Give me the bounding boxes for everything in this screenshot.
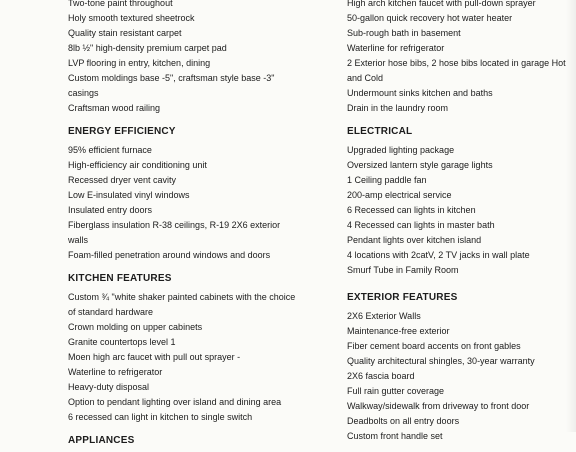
plumbing-section	[347, 0, 576, 116]
list-item: 2X6 fascia board	[347, 371, 415, 381]
left-column	[68, 0, 300, 452]
list-item: Insulated entry doors	[68, 205, 153, 215]
section-heading: KITCHEN FEATURES	[68, 273, 172, 284]
list-item: High-efficiency air conditioning unit	[68, 160, 207, 170]
list-item: Moen high arc faucet with pull out sprayer -	[68, 352, 241, 362]
list-item: Holy smooth textured sheetrock	[68, 13, 195, 23]
energy-efficiency-list	[68, 143, 300, 263]
list-item: 8lb ½" high-density premium carpet pad	[68, 43, 227, 53]
list-item: LVP flooring in entry, kitchen, dining	[68, 58, 211, 68]
interior-finishes-section	[68, 0, 300, 116]
list-item: 2 Exterior hose bibs, 2 hose bibs located in garage Hot and Cold	[347, 58, 566, 83]
appliances-section	[68, 435, 300, 447]
list-item: Quality architectural shingles, 30-year warranty	[347, 356, 535, 366]
list-item: Craftsman wood railing	[68, 103, 161, 113]
spacer	[68, 263, 300, 273]
list-item: Undermount sinks kitchen and baths	[347, 88, 493, 98]
exterior-features-section	[347, 292, 576, 444]
list-item: Custom front handle set	[347, 431, 443, 441]
spacer	[68, 425, 300, 435]
list-item: Custom moldings base -5", craftsman style base -3" casings	[68, 73, 275, 98]
list-item: Heavy-duty disposal	[68, 382, 150, 392]
list-item: Sub-rough bath in basement	[347, 28, 461, 38]
list-item: Upgraded lighting package	[347, 145, 455, 155]
electrical-section	[347, 126, 576, 278]
list-item: Drain in the laundry room	[347, 103, 449, 113]
list-item: Deadbolts on all entry doors	[347, 416, 460, 426]
list-item: Foam-filled penetration around windows and doors	[68, 250, 271, 260]
kitchen-features-section	[68, 273, 300, 425]
list-item: Two-tone paint throughout	[68, 0, 173, 8]
list-item: Low E-insulated vinyl windows	[68, 190, 190, 200]
list-item: 4 locations with 2catV, 2 TV jacks in wall plate	[347, 250, 530, 260]
interior-finishes-list	[68, 0, 300, 116]
section-heading: APPLIANCES	[68, 435, 135, 446]
list-item: 6 Recessed can lights in kitchen	[347, 205, 476, 215]
kitchen-features-list	[68, 290, 300, 425]
section-heading: EXTERIOR FEATURES	[347, 292, 458, 303]
list-item: Waterline to refrigerator	[68, 367, 163, 377]
list-item: 2X6 Exterior Walls	[347, 311, 421, 321]
list-item: Recessed dryer vent cavity	[68, 175, 177, 185]
list-item: Full rain gutter coverage	[347, 386, 445, 396]
list-item: Oversized lantern style garage lights	[347, 160, 493, 170]
section-heading: ENERGY EFFICIENCY	[68, 126, 176, 137]
list-item: Smurf Tube in Family Room	[347, 265, 459, 275]
list-item: Granite countertops level 1	[68, 337, 176, 347]
spacer	[347, 116, 576, 126]
list-item: 6 recessed can light in kitchen to single switch	[68, 412, 253, 422]
list-item: Pendant lights over kitchen island	[347, 235, 482, 245]
list-item: Fiberglass insulation R-38 ceilings, R-19 2X6 exterior walls	[68, 220, 281, 245]
exterior-features-list	[347, 309, 576, 444]
spacer	[347, 278, 576, 292]
plumbing-list	[347, 0, 576, 116]
list-item: Custom ¾ "white shaker painted cabinets with the choice of standard hardware	[68, 292, 296, 317]
list-item: Crown molding on upper cabinets	[68, 322, 203, 332]
list-item: Quality stain resistant carpet	[68, 28, 182, 38]
list-item: 50-gallon quick recovery hot water heater	[347, 13, 513, 23]
spacer	[68, 116, 300, 126]
electrical-list	[347, 143, 576, 278]
section-heading: ELECTRICAL	[347, 126, 413, 137]
list-item: Waterline for refrigerator	[347, 43, 445, 53]
right-column	[347, 0, 576, 444]
list-item: Maintenance-free exterior	[347, 326, 450, 336]
list-item: 4 Recessed can lights in master bath	[347, 220, 495, 230]
list-item: 1 Ceiling paddle fan	[347, 175, 427, 185]
list-item: 95% efficient furnace	[68, 145, 152, 155]
list-item: Fiber cement board accents on front gables	[347, 341, 521, 351]
list-item: High arch kitchen faucet with pull-down sprayer	[347, 0, 536, 8]
list-item: Option to pendant lighting over island and dining area	[68, 397, 282, 407]
list-item: Walkway/sidewalk from driveway to front door	[347, 401, 530, 411]
list-item: 200-amp electrical service	[347, 190, 452, 200]
energy-efficiency-section	[68, 126, 300, 263]
